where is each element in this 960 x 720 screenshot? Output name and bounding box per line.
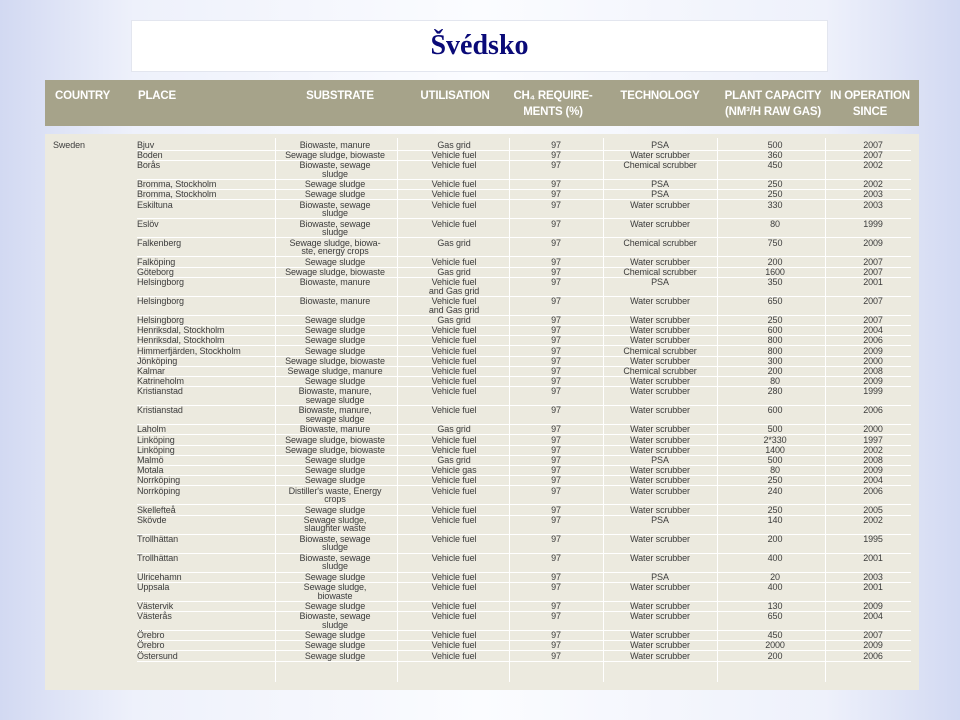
cell-place: Bromma, Stockholm	[137, 189, 217, 200]
cell-substrate: Sewage sludge	[304, 465, 366, 476]
cell-technology: Water scrubber	[630, 504, 690, 515]
cell-substrate: Sewage sludge, slaughter waste	[303, 514, 367, 534]
cell-since: 2009	[863, 237, 883, 248]
cell-substrate: Sewage sludge, biowaste	[303, 581, 367, 601]
cell-ch4: 97	[551, 611, 561, 622]
cell-substrate: Sewage sludge	[304, 640, 366, 651]
cell-utilisation: Vehicle fuel	[431, 218, 477, 229]
cell-technology: Water scrubber	[630, 218, 690, 229]
cell-technology: PSA	[651, 454, 669, 465]
cell-ch4: 97	[551, 237, 561, 248]
cell-capacity: 250	[767, 504, 783, 515]
cell-substrate: Distiller's waste, Energy crops	[288, 485, 382, 505]
table-header	[45, 80, 919, 126]
cell-substrate: Biowaste, sewage sludge	[299, 199, 371, 219]
cell-technology: Water scrubber	[630, 444, 690, 455]
cell-capacity: 400	[767, 581, 783, 592]
cell-ch4: 97	[551, 314, 561, 325]
cell-capacity: 350	[767, 276, 783, 287]
page-title: Švédsko	[430, 30, 529, 61]
cell-utilisation: Vehicle fuel	[431, 581, 477, 592]
cell-technology: Water scrubber	[630, 199, 690, 210]
cell-technology: Water scrubber	[630, 295, 690, 306]
cell-ch4: 97	[551, 325, 561, 336]
cell-place: Helsingborg	[137, 276, 184, 287]
cell-place: Linköping	[137, 434, 175, 445]
cell-capacity: 250	[767, 179, 783, 190]
col-header-country: COUNTRY	[55, 90, 111, 102]
cell-utilisation: Gas grid	[437, 237, 471, 248]
cell-since: 2002	[863, 514, 883, 525]
cell-substrate: Sewage sludge, biowaste	[285, 149, 385, 160]
cell-ch4: 97	[551, 295, 561, 306]
cell-place: Jönköping	[137, 355, 178, 366]
cell-utilisation: Vehicle fuel	[431, 179, 477, 190]
cell-utilisation: Vehicle fuel	[431, 504, 477, 515]
cell-capacity: 1400	[765, 444, 785, 455]
cell-ch4: 97	[551, 533, 561, 544]
cell-capacity: 200	[767, 650, 783, 661]
cell-substrate: Sewage sludge, biowaste	[285, 266, 385, 277]
cell-since: 1997	[863, 434, 883, 445]
cell-ch4: 97	[551, 386, 561, 397]
cell-since: 2009	[863, 600, 883, 611]
cell-technology: Chemical scrubber	[623, 160, 697, 171]
cell-substrate: Biowaste, manure, sewage sludge	[298, 405, 372, 425]
cell-utilisation: Vehicle fuel	[431, 365, 477, 376]
cell-technology: Water scrubber	[630, 533, 690, 544]
cell-place: Trollhättan	[137, 533, 179, 544]
cell-substrate: Sewage sludge	[304, 475, 366, 486]
cell-technology: Water scrubber	[630, 355, 690, 366]
cell-capacity: 450	[767, 160, 783, 171]
cell-place: Malmö	[137, 454, 164, 465]
cell-technology: Water scrubber	[630, 386, 690, 397]
cell-utilisation: Vehicle fuel	[431, 160, 477, 171]
cell-capacity: 80	[770, 376, 780, 387]
cell-technology: Chemical scrubber	[623, 237, 697, 248]
cell-since: 2008	[863, 365, 883, 376]
cell-utilisation: Vehicle fuel	[431, 611, 477, 622]
cell-ch4: 97	[551, 640, 561, 651]
cell-place: Norrköping	[137, 475, 181, 486]
cell-technology: Chemical scrubber	[623, 365, 697, 376]
cell-place: Henriksdal, Stockholm	[137, 325, 225, 336]
cell-since: 2004	[863, 325, 883, 336]
cell-technology: Water scrubber	[630, 611, 690, 622]
cell-substrate: Sewage sludge	[304, 325, 366, 336]
cell-technology: Water scrubber	[630, 376, 690, 387]
cell-capacity: 200	[767, 533, 783, 544]
cell-place: Skellefteå	[137, 504, 176, 515]
cell-ch4: 97	[551, 650, 561, 661]
cell-substrate: Biowaste, sewage sludge	[299, 552, 371, 572]
cell-technology: Water scrubber	[630, 424, 690, 435]
cell-since: 2004	[863, 611, 883, 622]
cell-capacity: 80	[770, 465, 780, 476]
cell-utilisation: Gas grid	[437, 139, 471, 150]
cell-ch4: 97	[551, 444, 561, 455]
cell-since: 2002	[863, 444, 883, 455]
cell-utilisation: Vehicle fuel	[431, 514, 477, 525]
cell-substrate: Sewage sludge	[304, 256, 366, 267]
cell-since: 2006	[863, 405, 883, 416]
col-header-technology: TECHNOLOGY	[620, 90, 700, 102]
cell-substrate: Biowaste, manure	[299, 295, 371, 306]
cell-ch4: 97	[551, 514, 561, 525]
cell-since: 2006	[863, 335, 883, 346]
cell-place: Falkenberg	[137, 237, 182, 248]
cell-place: Göteborg	[137, 266, 174, 277]
cell-place: Boden	[137, 149, 163, 160]
cell-technology: Water scrubber	[630, 314, 690, 325]
cell-place: Himmerfjärden, Stockholm	[137, 345, 241, 356]
cell-capacity: 450	[767, 630, 783, 641]
cell-place: Bromma, Stockholm	[137, 179, 217, 190]
col-header-place: PLACE	[138, 90, 176, 102]
cell-substrate: Sewage sludge, biowa- ste, energy crops	[289, 237, 381, 257]
cell-substrate: Sewage sludge	[304, 179, 366, 190]
cell-capacity: 1600	[765, 266, 785, 277]
cell-place: Kalmar	[137, 365, 165, 376]
cell-since: 2007	[863, 256, 883, 267]
data-table	[45, 134, 919, 690]
cell-technology: Water scrubber	[630, 325, 690, 336]
cell-technology: Chemical scrubber	[623, 345, 697, 356]
col-header-utilisation: UTILISATION	[420, 90, 490, 102]
cell-place: Skövde	[137, 514, 167, 525]
cell-since: 2006	[863, 485, 883, 496]
cell-substrate: Biowaste, manure, sewage sludge	[298, 386, 372, 406]
cell-ch4: 97	[551, 355, 561, 366]
cell-capacity: 800	[767, 345, 783, 356]
cell-substrate: Biowaste, sewage sludge	[299, 533, 371, 553]
cell-since: 1999	[863, 386, 883, 397]
cell-substrate: Biowaste, manure	[299, 424, 371, 435]
cell-capacity: 600	[767, 405, 783, 416]
cell-utilisation: Gas grid	[437, 314, 471, 325]
cell-place: Trollhättan	[137, 552, 179, 563]
cell-utilisation: Vehicle fuel	[431, 630, 477, 641]
cell-since: 2007	[863, 266, 883, 277]
cell-ch4: 97	[551, 218, 561, 229]
cell-capacity: 650	[767, 611, 783, 622]
cell-substrate: Biowaste, sewage sludge	[299, 218, 371, 238]
cell-utilisation: Vehicle fuel	[431, 571, 477, 582]
cell-capacity: 250	[767, 314, 783, 325]
cell-place: Eslöv	[137, 218, 159, 229]
cell-utilisation: Gas grid	[437, 266, 471, 277]
cell-utilisation: Vehicle fuel	[431, 434, 477, 445]
cell-utilisation: Vehicle fuel	[431, 345, 477, 356]
cell-substrate: Biowaste, manure	[299, 139, 371, 150]
cell-capacity: 140	[767, 514, 783, 525]
cell-capacity: 20	[770, 571, 780, 582]
cell-technology: Water scrubber	[630, 650, 690, 661]
cell-since: 2004	[863, 475, 883, 486]
cell-ch4: 97	[551, 630, 561, 641]
cell-capacity: 280	[767, 386, 783, 397]
cell-place: Kristianstad	[137, 405, 183, 416]
cell-substrate: Sewage sludge	[304, 454, 366, 465]
cell-since: 2002	[863, 179, 883, 190]
col-header-since: IN OPERATION SINCE	[830, 90, 910, 118]
cell-utilisation: Vehicle fuel	[431, 149, 477, 160]
cell-since: 2003	[863, 199, 883, 210]
cell-technology: PSA	[651, 139, 669, 150]
cell-capacity: 330	[767, 199, 783, 210]
cell-substrate: Sewage sludge, manure	[287, 365, 383, 376]
cell-place: Helsingborg	[137, 295, 184, 306]
cell-since: 2005	[863, 504, 883, 515]
cell-ch4: 97	[551, 365, 561, 376]
cell-utilisation: Vehicle fuel	[431, 405, 477, 416]
cell-ch4: 97	[551, 149, 561, 160]
cell-place: Falköping	[137, 256, 176, 267]
cell-since: 2009	[863, 640, 883, 651]
cell-place: Borås	[137, 160, 161, 171]
cell-since: 2001	[863, 552, 883, 563]
cell-ch4: 97	[551, 345, 561, 356]
cell-technology: Water scrubber	[630, 465, 690, 476]
cell-ch4: 97	[551, 600, 561, 611]
cell-capacity: 800	[767, 335, 783, 346]
cell-technology: PSA	[651, 514, 669, 525]
cell-utilisation: Vehicle fuel	[431, 533, 477, 544]
cell-since: 2003	[863, 571, 883, 582]
cell-technology: Water scrubber	[630, 475, 690, 486]
cell-substrate: Biowaste, manure	[299, 276, 371, 287]
cell-substrate: Sewage sludge, biowaste	[285, 444, 385, 455]
cell-utilisation: Vehicle fuel	[431, 444, 477, 455]
cell-utilisation: Vehicle fuel	[431, 386, 477, 397]
cell-since: 2001	[863, 581, 883, 592]
cell-technology: PSA	[651, 276, 669, 287]
cell-place: Laholm	[137, 424, 166, 435]
cell-substrate: Sewage sludge	[304, 504, 366, 515]
cell-ch4: 97	[551, 189, 561, 200]
cell-utilisation: Vehicle fuel	[431, 355, 477, 366]
cell-capacity: 200	[767, 365, 783, 376]
cell-substrate: Sewage sludge, biowaste	[285, 434, 385, 445]
cell-capacity: 500	[767, 424, 783, 435]
cell-substrate: Biowaste, sewage sludge	[299, 611, 371, 630]
cell-ch4: 97	[551, 485, 561, 496]
cell-since: 2001	[863, 276, 883, 287]
cell-capacity: 250	[767, 189, 783, 200]
col-header-substrate: SUBSTRATE	[306, 90, 374, 102]
cell-utilisation: Vehicle fuel	[431, 335, 477, 346]
cell-technology: Water scrubber	[630, 405, 690, 416]
cell-utilisation: Vehicle fuel	[431, 199, 477, 210]
cell-ch4: 97	[551, 139, 561, 150]
cell-place: Örebro	[137, 640, 165, 651]
cell-since: 2002	[863, 160, 883, 171]
cell-technology: Water scrubber	[630, 552, 690, 563]
cell-capacity: 240	[767, 485, 783, 496]
cell-utilisation: Vehicle fuel	[431, 475, 477, 486]
cell-capacity: 80	[770, 218, 780, 229]
cell-technology: Water scrubber	[630, 600, 690, 611]
cell-capacity: 130	[767, 600, 783, 611]
cell-capacity: 250	[767, 475, 783, 486]
cell-ch4: 97	[551, 424, 561, 435]
cell-since: 1999	[863, 218, 883, 229]
cell-since: 2009	[863, 376, 883, 387]
cell-utilisation: Vehicle fuel	[431, 640, 477, 651]
cell-capacity: 650	[767, 295, 783, 306]
cell-place: Motala	[137, 465, 164, 476]
cell-capacity: 400	[767, 552, 783, 563]
cell-ch4: 97	[551, 552, 561, 563]
cell-place: Helsingborg	[137, 314, 184, 325]
cell-utilisation: Vehicle fuel	[431, 189, 477, 200]
cell-since: 2007	[863, 139, 883, 150]
cell-capacity: 2000	[765, 640, 785, 651]
cell-ch4: 97	[551, 266, 561, 277]
cell-capacity: 200	[767, 256, 783, 267]
cell-utilisation: Vehicle fuel	[431, 485, 477, 496]
cell-since: 2000	[863, 355, 883, 366]
cell-utilisation: Gas grid	[437, 454, 471, 465]
cell-substrate: Sewage sludge	[304, 189, 366, 200]
cell-ch4: 97	[551, 160, 561, 171]
cell-since: 2006	[863, 650, 883, 661]
cell-ch4: 97	[551, 475, 561, 486]
cell-ch4: 97	[551, 199, 561, 210]
cell-substrate: Sewage sludge, biowaste	[285, 355, 385, 366]
cell-place: Västerås	[137, 611, 172, 622]
cell-technology: PSA	[651, 571, 669, 582]
cell-substrate: Sewage sludge	[304, 314, 366, 325]
cell-technology: Water scrubber	[630, 581, 690, 592]
cell-capacity: 500	[767, 139, 783, 150]
cell-ch4: 97	[551, 376, 561, 387]
cell-since: 2007	[863, 295, 883, 306]
cell-capacity: 750	[767, 237, 783, 248]
cell-substrate: Sewage sludge	[304, 571, 366, 582]
cell-ch4: 97	[551, 405, 561, 416]
cell-place: Bjuv	[137, 139, 155, 150]
cell-substrate: Sewage sludge	[304, 650, 366, 661]
cell-place: Norrköping	[137, 485, 181, 496]
cell-ch4: 97	[551, 465, 561, 476]
cell-place: Kristianstad	[137, 386, 183, 397]
cell-capacity: 500	[767, 454, 783, 465]
cell-since: 2007	[863, 314, 883, 325]
cell-utilisation: Vehicle fuel and Gas grid	[428, 276, 480, 296]
cell-technology: Water scrubber	[630, 630, 690, 641]
cell-technology: PSA	[651, 179, 669, 190]
cell-utilisation: Vehicle fuel	[431, 256, 477, 267]
cell-utilisation: Vehicle gas	[431, 465, 477, 476]
cell-utilisation: Gas grid	[437, 424, 471, 435]
cell-since: 2000	[863, 424, 883, 435]
title-box	[131, 20, 828, 72]
cell-place: Linköping	[137, 444, 175, 455]
cell-since: 2009	[863, 345, 883, 356]
cell-capacity: 2*330	[763, 434, 787, 445]
cell-since: 1995	[863, 533, 883, 544]
cell-capacity: 600	[767, 325, 783, 336]
cell-since: 2003	[863, 189, 883, 200]
cell-technology: Water scrubber	[630, 149, 690, 160]
cell-substrate: Sewage sludge	[304, 345, 366, 356]
cell-since: 2007	[863, 149, 883, 160]
cell-ch4: 97	[551, 256, 561, 267]
cell-place: Västervik	[137, 600, 174, 611]
col-header-capacity: PLANT CAPACITY (NM³/H RAW GAS)	[724, 90, 822, 118]
cell-substrate: Biowaste, sewage sludge	[299, 160, 371, 179]
cell-capacity: 300	[767, 355, 783, 366]
col-header-ch4: CH₄ REQUIRE- MENTS (%)	[513, 90, 593, 118]
cell-substrate: Sewage sludge	[304, 335, 366, 346]
cell-utilisation: Vehicle fuel and Gas grid	[428, 295, 480, 315]
cell-substrate: Sewage sludge	[304, 630, 366, 641]
cell-ch4: 97	[551, 571, 561, 582]
cell-utilisation: Vehicle fuel	[431, 600, 477, 611]
cell-technology: PSA	[651, 189, 669, 200]
row-divider	[137, 661, 911, 662]
cell-ch4: 97	[551, 504, 561, 515]
cell-utilisation: Vehicle fuel	[431, 650, 477, 661]
cell-technology: Water scrubber	[630, 640, 690, 651]
cell-since: 2008	[863, 454, 883, 465]
cell-utilisation: Vehicle fuel	[431, 552, 477, 563]
cell-place: Katrineholm	[137, 376, 184, 387]
cell-ch4: 97	[551, 335, 561, 346]
cell-ch4: 97	[551, 179, 561, 190]
cell-utilisation: Vehicle fuel	[431, 376, 477, 387]
cell-technology: Water scrubber	[630, 256, 690, 267]
cell-place: Eskiltuna	[137, 199, 173, 210]
cell-ch4: 97	[551, 581, 561, 592]
cell-ch4: 97	[551, 454, 561, 465]
cell-utilisation: Vehicle fuel	[431, 325, 477, 336]
cell-technology: Water scrubber	[630, 485, 690, 496]
cell-place: Örebro	[137, 630, 165, 641]
cell-ch4: 97	[551, 434, 561, 445]
cell-since: 2007	[863, 630, 883, 641]
cell-substrate: Sewage sludge	[304, 376, 366, 387]
cell-since: 2009	[863, 465, 883, 476]
cell-ch4: 97	[551, 276, 561, 287]
cell-place: Ulricehamn	[137, 571, 182, 582]
cell-place: Uppsala	[137, 581, 170, 592]
cell-technology: Chemical scrubber	[623, 266, 697, 277]
cell-place: Östersund	[137, 650, 178, 661]
cell-capacity: 360	[767, 149, 783, 160]
cell-country: Sweden	[53, 140, 85, 151]
cell-substrate: Sewage sludge	[304, 600, 366, 611]
cell-technology: Water scrubber	[630, 434, 690, 445]
cell-technology: Water scrubber	[630, 335, 690, 346]
cell-place: Henriksdal, Stockholm	[137, 335, 225, 346]
